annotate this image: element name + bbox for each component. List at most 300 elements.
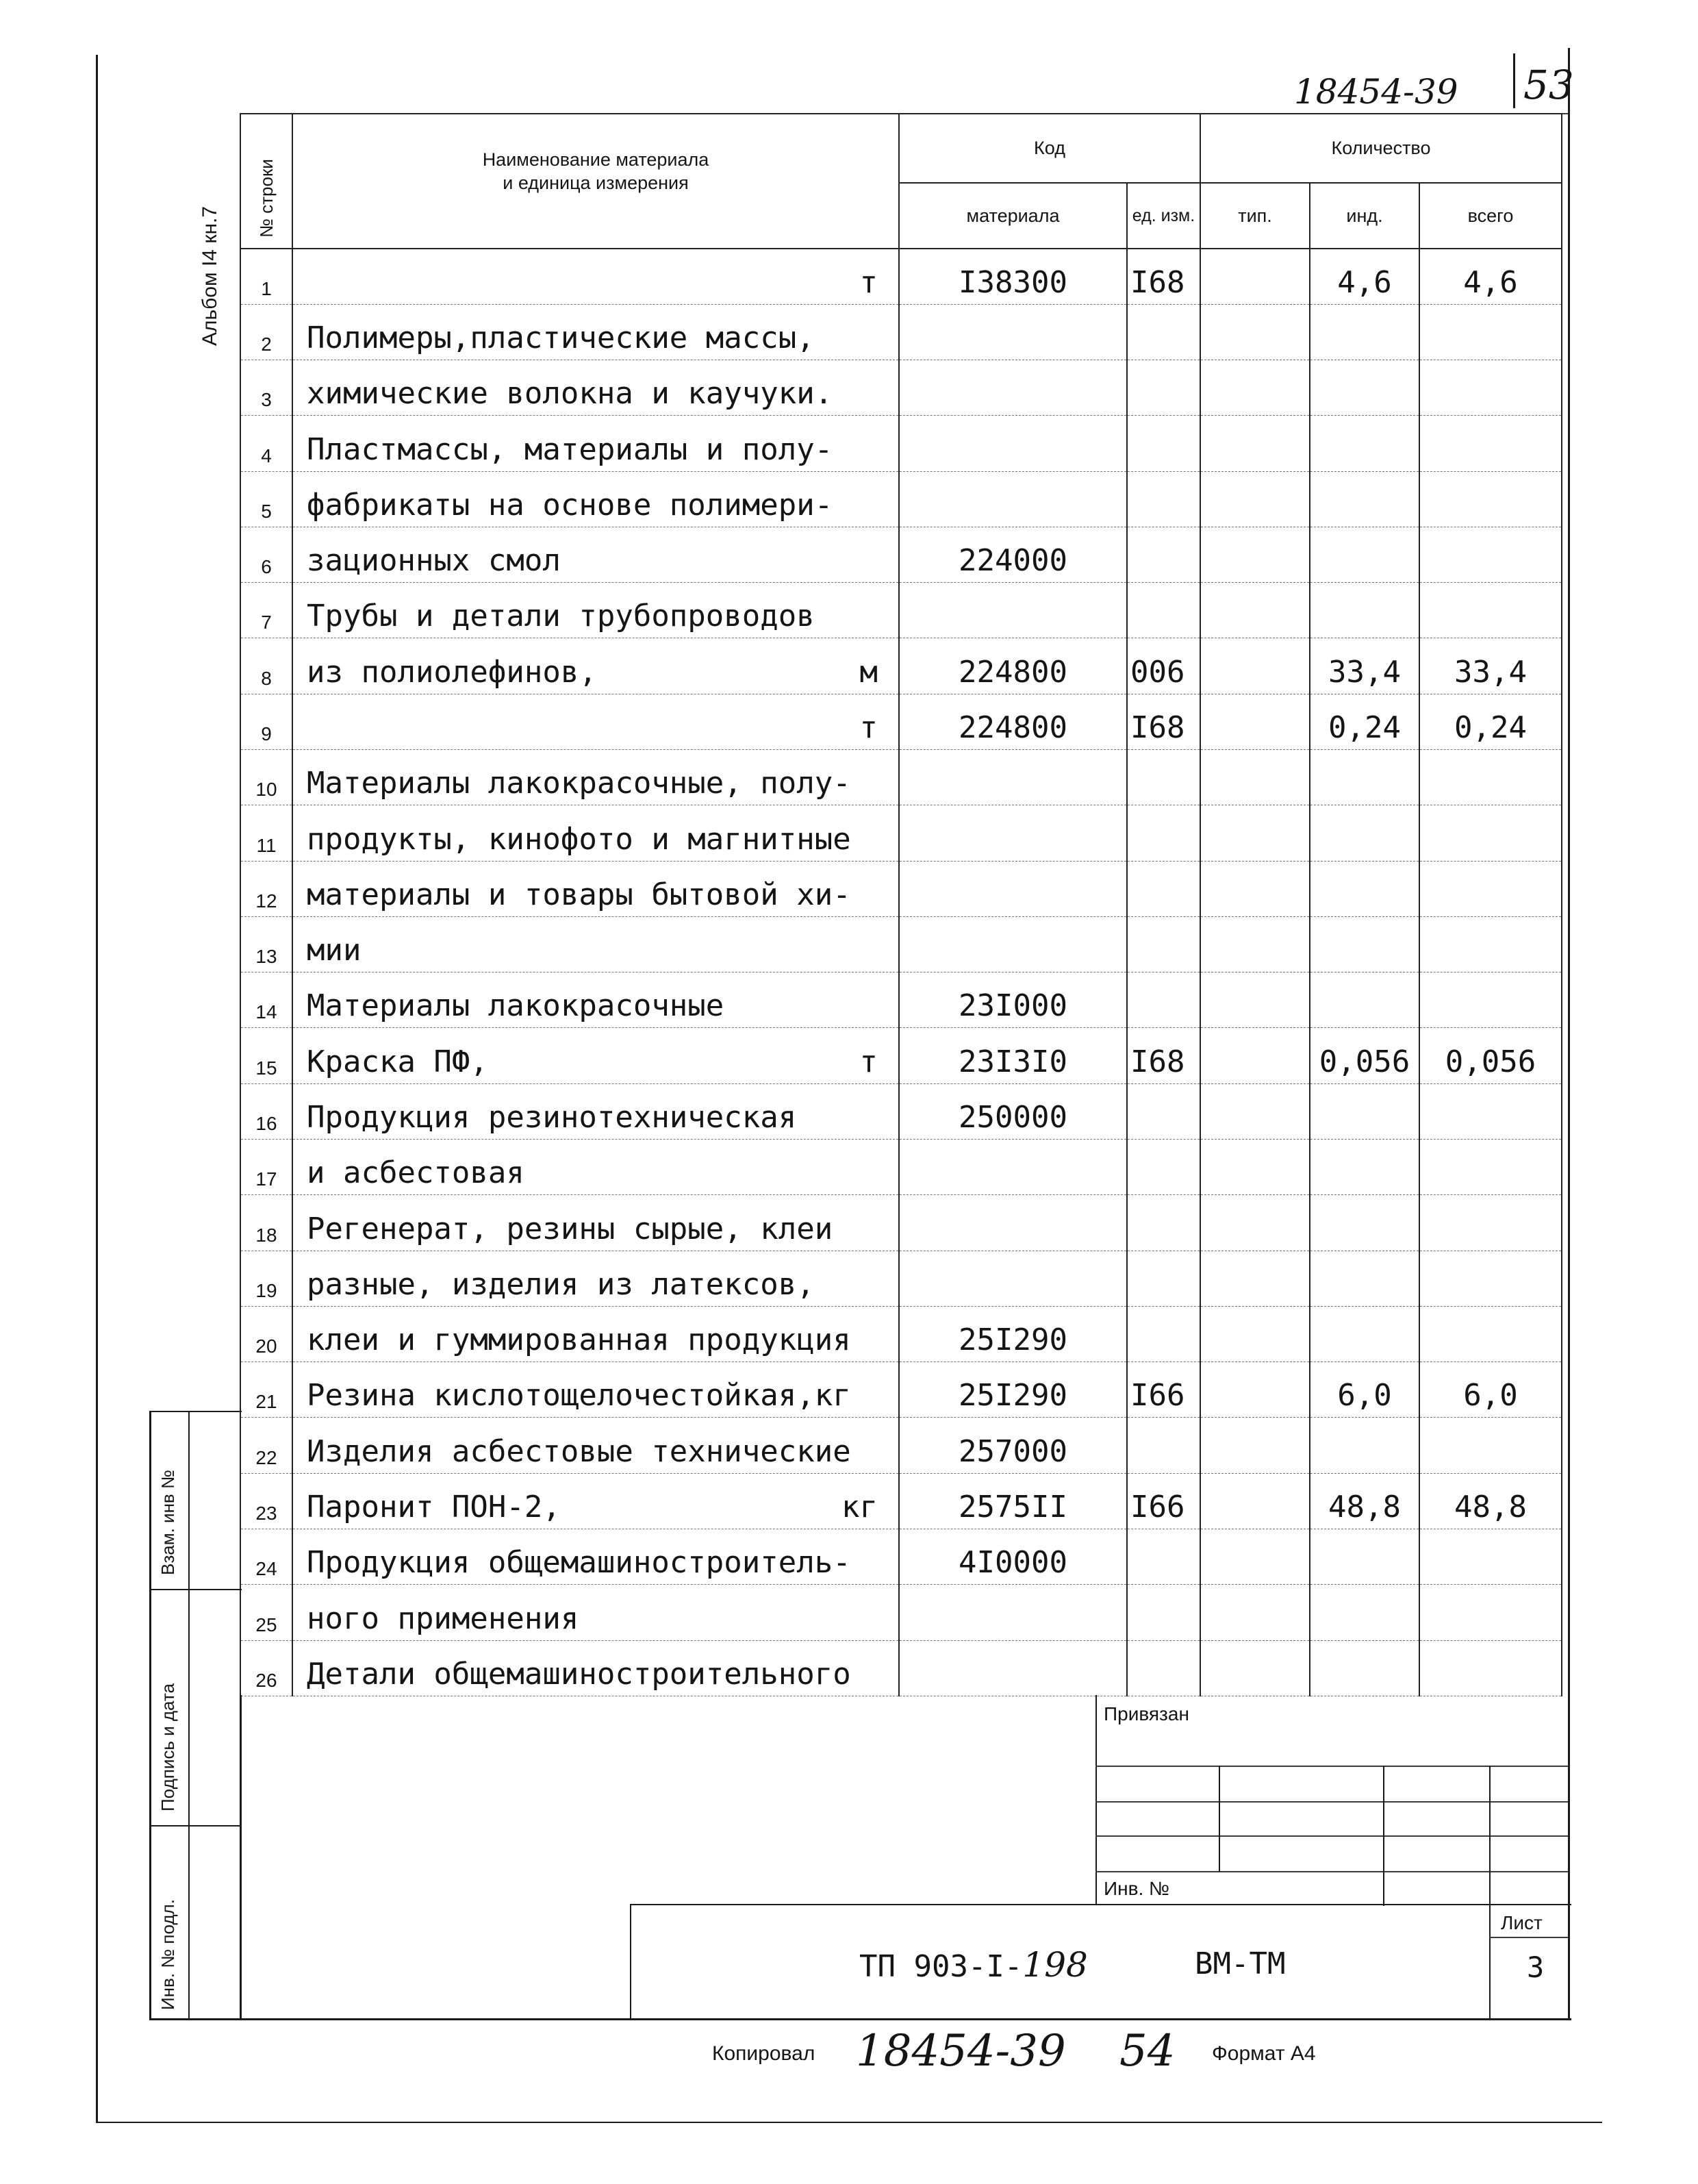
row-number: 21	[255, 1391, 277, 1413]
row-material-code	[900, 355, 1126, 360]
table-row	[240, 1140, 1562, 1195]
row-qty-typ	[1201, 1469, 1309, 1473]
row-unit-code-cell	[1127, 416, 1200, 471]
row-number-cell	[240, 304, 292, 360]
row-number: 9	[261, 723, 272, 745]
row-qty-typ	[1201, 355, 1309, 360]
row-qty-ind-cell	[1310, 1140, 1419, 1195]
row-unit-code	[1130, 411, 1200, 415]
table-row	[240, 527, 1562, 582]
row-qty-total: 0,056	[1445, 1044, 1536, 1079]
row-name-cell	[292, 360, 899, 416]
row-name: химические волокна и каучуки.	[307, 376, 833, 412]
row-qty-ind-cell	[1310, 1585, 1419, 1640]
row-number-cell	[240, 1251, 292, 1306]
row-qty-total-cell	[1419, 1473, 1562, 1529]
privyazan-line-3	[1095, 1835, 1568, 1837]
row-qty-total-cell	[1419, 527, 1562, 582]
row-unit-code	[1130, 801, 1200, 805]
row-qty-total-cell	[1419, 972, 1562, 1028]
row-unit-code	[1130, 1636, 1200, 1640]
row-qty-typ	[1201, 1135, 1309, 1139]
row-qty-total: 48,8	[1454, 1489, 1527, 1524]
row-number-cell	[240, 638, 292, 694]
frame-top-short-line	[1513, 53, 1515, 108]
row-unit-code-cell	[1127, 861, 1200, 916]
row-qty-typ-cell	[1200, 694, 1310, 749]
frame-right-line	[1568, 48, 1570, 2020]
table-row	[240, 916, 1562, 972]
header-row-no	[240, 114, 292, 249]
row-qty-typ-cell	[1200, 1028, 1310, 1083]
row-name-cell	[292, 1362, 899, 1418]
row-number-cell	[240, 360, 292, 416]
stamp-left-frame	[240, 1695, 242, 2020]
row-name: Краска ПФ,	[307, 1044, 488, 1079]
header-unit	[1127, 183, 1200, 249]
row-name-cell	[292, 1306, 899, 1361]
row-qty-ind-cell	[1310, 1529, 1419, 1584]
table-row	[240, 1362, 1562, 1418]
row-qty-ind	[1310, 857, 1419, 861]
row-qty-ind: 0,056	[1319, 1044, 1410, 1079]
row-qty-typ	[1201, 1636, 1309, 1640]
row-qty-total	[1420, 467, 1561, 471]
row-unit-code	[1130, 1023, 1200, 1027]
row-number: 2	[261, 334, 272, 355]
row-qty-ind: 6,0	[1337, 1378, 1392, 1414]
stamp-bottom-frame	[240, 2018, 1571, 2020]
row-qty-total-cell	[1419, 1140, 1562, 1195]
table-row	[240, 1418, 1562, 1473]
row-qty-typ-cell	[1200, 1140, 1310, 1195]
row-unit-code-cell	[1127, 471, 1200, 527]
header-name	[292, 114, 899, 249]
row-unit-code-cell	[1127, 1083, 1200, 1139]
row-qty-ind-cell	[1310, 861, 1419, 916]
row-unit-code	[1130, 968, 1200, 972]
row-qty-total	[1420, 1357, 1561, 1361]
row-unit-code	[1130, 1302, 1200, 1306]
privyazan-vline-2	[1383, 1766, 1384, 1906]
row-number-cell	[240, 471, 292, 527]
row-material-code	[900, 968, 1126, 972]
row-number: 17	[255, 1168, 277, 1190]
row-unit-code	[1130, 857, 1200, 861]
row-unit-code: I66	[1130, 1489, 1185, 1524]
row-unit-code: I68	[1130, 1044, 1185, 1079]
row-name-cell	[292, 1195, 899, 1251]
row-qty-typ	[1201, 1357, 1309, 1361]
row-qty-typ-cell	[1200, 861, 1310, 916]
row-qty-typ	[1201, 857, 1309, 861]
row-number: 19	[255, 1279, 277, 1301]
row-qty-ind: 4,6	[1337, 264, 1392, 300]
copied-hand: 18454-39	[856, 2026, 1066, 2076]
header-quantity: Количество	[1200, 114, 1562, 183]
row-unit-code-cell	[1127, 1251, 1200, 1306]
row-name-cell	[292, 1529, 899, 1584]
row-number: 20	[255, 1335, 277, 1357]
row-unit-code	[1130, 355, 1200, 360]
row-qty-ind	[1310, 633, 1419, 638]
row-number-cell	[240, 694, 292, 749]
row-number-cell	[240, 1306, 292, 1361]
row-number-cell	[240, 416, 292, 471]
row-qty-total	[1420, 523, 1561, 527]
privyazan-label: Привязан	[1104, 1703, 1189, 1724]
row-number-cell	[240, 1640, 292, 1696]
row-name: ного применения	[307, 1601, 579, 1636]
row-qty-total-cell	[1419, 1195, 1562, 1251]
row-qty-ind	[1310, 912, 1419, 916]
row-material-code-cell	[899, 304, 1127, 360]
row-name-cell	[292, 1028, 899, 1083]
row-qty-typ	[1201, 467, 1309, 471]
row-unit-code	[1130, 1135, 1200, 1139]
row-unit-code	[1130, 633, 1200, 638]
row-qty-total-cell	[1419, 1529, 1562, 1584]
row-number-cell	[240, 1473, 292, 1529]
row-qty-typ-cell	[1200, 471, 1310, 527]
row-qty-ind	[1310, 355, 1419, 360]
row-qty-typ	[1201, 690, 1309, 694]
row-unit-code-cell	[1127, 527, 1200, 582]
row-qty-total-cell	[1419, 1418, 1562, 1473]
row-unit-code-cell	[1127, 1529, 1200, 1584]
row-material-code: 257000	[959, 1433, 1067, 1469]
row-unit-code-cell	[1127, 583, 1200, 638]
row-qty-typ	[1201, 578, 1309, 582]
row-qty-typ-cell	[1200, 583, 1310, 638]
row-name	[307, 300, 898, 304]
privyazan-left-line	[1095, 1695, 1097, 1904]
row-qty-ind-cell	[1310, 360, 1419, 416]
row-unit-label: кг	[841, 1489, 878, 1524]
row-qty-ind-cell	[1310, 916, 1419, 972]
row-number: 8	[261, 667, 272, 689]
row-name: Материалы лакокрасочные, полу-	[307, 766, 851, 801]
row-material-code	[900, 1190, 1126, 1194]
row-qty-typ-cell	[1200, 1362, 1310, 1418]
sheet-label-line	[1489, 1937, 1568, 1938]
row-material-code: 224800	[959, 710, 1067, 746]
row-unit-code-cell	[1127, 1306, 1200, 1361]
row-name-cell	[292, 1083, 899, 1139]
row-qty-ind	[1310, 523, 1419, 527]
table-row	[240, 1251, 1562, 1306]
row-qty-ind-cell	[1310, 527, 1419, 582]
row-qty-typ-cell	[1200, 1306, 1310, 1361]
row-unit-label: т	[859, 264, 878, 300]
row-qty-typ	[1201, 1079, 1309, 1083]
section-code: ВМ-ТМ	[1195, 1946, 1286, 1981]
row-qty-ind-cell	[1310, 1083, 1419, 1139]
row-unit-code-cell	[1127, 916, 1200, 972]
row-number: 23	[255, 1502, 277, 1524]
row-name: клеи и гуммированная продукция	[307, 1322, 851, 1358]
row-qty-total	[1420, 578, 1561, 582]
side-col-div-1	[149, 1589, 242, 1590]
side-col-div-2	[149, 1825, 242, 1827]
row-unit-code: I68	[1130, 710, 1185, 746]
row-qty-total	[1420, 411, 1561, 415]
row-qty-typ-cell	[1200, 1418, 1310, 1473]
table-row	[240, 249, 1562, 304]
materials-table	[240, 113, 1562, 1696]
row-qty-typ	[1201, 1190, 1309, 1194]
row-unit-code-cell	[1127, 360, 1200, 416]
row-qty-ind	[1310, 578, 1419, 582]
row-number: 12	[255, 890, 277, 912]
row-qty-total	[1420, 633, 1561, 638]
header-unit-text: ед. изм.	[1132, 206, 1195, 225]
row-qty-ind-cell	[1310, 1195, 1419, 1251]
row-name-cell	[292, 1251, 899, 1306]
row-unit-code	[1130, 1692, 1200, 1696]
row-unit-label: т	[859, 710, 878, 746]
row-qty-total-cell	[1419, 1028, 1562, 1083]
row-name: материалы и товары бытовой хи-	[307, 877, 851, 912]
row-qty-total-cell	[1419, 471, 1562, 527]
row-qty-ind	[1310, 1692, 1419, 1696]
title-block-left	[630, 1904, 631, 2020]
row-name: разные, изделия из латексов,	[307, 1266, 815, 1302]
row-name-cell	[292, 1585, 899, 1640]
row-name-cell	[292, 694, 899, 749]
row-qty-typ	[1201, 1413, 1309, 1417]
row-qty-ind-cell	[1310, 304, 1419, 360]
row-number: 1	[261, 277, 272, 299]
inv-no-label: Инв. №	[1104, 1878, 1170, 1899]
row-qty-ind-cell	[1310, 416, 1419, 471]
row-material-code	[900, 801, 1126, 805]
row-qty-total-cell	[1419, 1362, 1562, 1418]
row-number-cell	[240, 1195, 292, 1251]
row-number: 16	[255, 1113, 277, 1134]
row-material-code-cell	[899, 1140, 1127, 1195]
title-block-sheet-divider	[1489, 1904, 1491, 2020]
row-qty-typ	[1201, 1692, 1309, 1696]
row-unit-code-cell	[1127, 1640, 1200, 1696]
row-qty-total-cell	[1419, 805, 1562, 861]
row-name: Полимеры,пластические массы,	[307, 321, 815, 356]
row-name-cell	[292, 304, 899, 360]
table-row	[240, 1028, 1562, 1083]
row-number: 4	[261, 444, 272, 466]
row-material-code-cell	[899, 1640, 1127, 1696]
row-qty-typ-cell	[1200, 1195, 1310, 1251]
row-unit-code-cell	[1127, 1418, 1200, 1473]
row-name-cell	[292, 805, 899, 861]
row-name: и асбестовая	[307, 1155, 524, 1191]
row-qty-typ-cell	[1200, 750, 1310, 805]
row-number-cell	[240, 750, 292, 805]
row-qty-typ	[1201, 1302, 1309, 1306]
doc-ref-top: 18454-39	[1294, 72, 1458, 112]
row-material-code: I38300	[959, 264, 1067, 300]
row-qty-ind-cell	[1310, 750, 1419, 805]
row-material-code-cell	[899, 1473, 1127, 1529]
row-qty-typ-cell	[1200, 972, 1310, 1028]
row-material-code-cell	[899, 1083, 1127, 1139]
row-material-code: 23I000	[959, 988, 1067, 1024]
row-qty-ind	[1310, 1469, 1419, 1473]
row-qty-total-cell	[1419, 1306, 1562, 1361]
frame-bottom-line	[96, 2122, 1602, 2123]
row-number-cell	[240, 1028, 292, 1083]
header-typ: тип.	[1200, 183, 1310, 249]
row-number: 5	[261, 500, 272, 522]
row-qty-total: 33,4	[1454, 654, 1527, 690]
row-qty-total: 0,24	[1454, 710, 1527, 746]
privyazan-line-4	[1095, 1871, 1568, 1872]
row-name: Детали общемашиностроительного	[307, 1657, 851, 1692]
row-qty-ind	[1310, 1246, 1419, 1251]
row-qty-typ-cell	[1200, 527, 1310, 582]
row-name-cell	[292, 249, 899, 304]
row-material-code	[900, 1302, 1126, 1306]
row-qty-ind	[1310, 1302, 1419, 1306]
row-number: 13	[255, 946, 277, 968]
row-material-code-cell	[899, 471, 1127, 527]
row-material-code: 4I0000	[959, 1545, 1067, 1581]
row-unit-code: I68	[1130, 264, 1185, 300]
format-label: Формат А4	[1212, 2042, 1316, 2065]
row-name-cell	[292, 583, 899, 638]
row-unit-code-cell	[1127, 1140, 1200, 1195]
row-qty-typ	[1201, 968, 1309, 972]
row-number-cell	[240, 805, 292, 861]
table-row	[240, 416, 1562, 471]
privyazan-line-2	[1095, 1801, 1568, 1803]
row-qty-total-cell	[1419, 304, 1562, 360]
row-material-code	[900, 912, 1126, 916]
row-name-cell	[292, 416, 899, 471]
row-qty-ind	[1310, 1636, 1419, 1640]
row-qty-total-cell	[1419, 360, 1562, 416]
row-qty-total	[1420, 1190, 1561, 1194]
table-row	[240, 1640, 1562, 1696]
row-qty-total	[1420, 355, 1561, 360]
row-name-cell	[292, 1418, 899, 1473]
frame-left-line	[96, 55, 98, 2123]
row-name-cell	[292, 972, 899, 1028]
table-row	[240, 360, 1562, 416]
row-unit-code	[1130, 1357, 1200, 1361]
row-material-code: 23I3I0	[959, 1044, 1067, 1079]
row-qty-ind-cell	[1310, 638, 1419, 694]
row-qty-ind-cell	[1310, 972, 1419, 1028]
row-qty-ind	[1310, 467, 1419, 471]
table-row	[240, 1585, 1562, 1640]
side-col-bottom	[149, 2018, 242, 2020]
row-qty-typ-cell	[1200, 805, 1310, 861]
row-material-code-cell	[899, 1195, 1127, 1251]
row-material-code-cell	[899, 972, 1127, 1028]
row-material-code-cell	[899, 1028, 1127, 1083]
row-number-cell	[240, 1362, 292, 1418]
row-material-code-cell	[899, 1251, 1127, 1306]
row-unit-code-cell	[1127, 304, 1200, 360]
privyazan-line-1	[1095, 1766, 1568, 1767]
row-qty-total-cell	[1419, 1083, 1562, 1139]
row-qty-typ	[1201, 1524, 1309, 1529]
row-material-code-cell	[899, 861, 1127, 916]
row-name-cell	[292, 527, 899, 582]
row-name: мии	[307, 933, 362, 968]
row-number-cell	[240, 1140, 292, 1195]
row-name-cell	[292, 1140, 899, 1195]
row-qty-typ-cell	[1200, 416, 1310, 471]
row-qty-total	[1420, 857, 1561, 861]
row-qty-ind	[1310, 1580, 1419, 1584]
row-qty-typ	[1201, 801, 1309, 805]
row-material-code-cell	[899, 1418, 1127, 1473]
row-qty-total-cell	[1419, 1640, 1562, 1696]
header-total: всего	[1419, 183, 1562, 249]
row-qty-total	[1420, 1469, 1561, 1473]
row-qty-ind-cell	[1310, 249, 1419, 304]
row-unit-code	[1130, 1580, 1200, 1584]
row-number-cell	[240, 1083, 292, 1139]
row-unit-code-cell	[1127, 805, 1200, 861]
row-qty-typ	[1201, 1580, 1309, 1584]
row-material-code-cell	[899, 527, 1127, 582]
row-qty-ind-cell	[1310, 1473, 1419, 1529]
row-qty-total	[1420, 968, 1561, 972]
row-qty-typ	[1201, 1023, 1309, 1027]
privyazan-vline-1	[1219, 1766, 1220, 1872]
side-col-left	[149, 1411, 151, 2020]
row-number: 25	[255, 1614, 277, 1635]
row-number: 14	[255, 1001, 277, 1023]
row-number: 3	[261, 389, 272, 411]
row-qty-ind-cell	[1310, 583, 1419, 638]
row-name: Резина кислотощелочестойкая,кг	[307, 1378, 851, 1414]
row-name: зационных смол	[307, 543, 561, 579]
row-qty-total	[1420, 1636, 1561, 1640]
header-material: материала	[899, 183, 1127, 249]
row-qty-total	[1420, 801, 1561, 805]
row-unit-code-cell	[1127, 1195, 1200, 1251]
row-unit-label: м	[859, 654, 878, 690]
row-unit-code: 006	[1130, 654, 1185, 690]
row-qty-typ	[1201, 1246, 1309, 1251]
row-number-cell	[240, 583, 292, 638]
row-material-code-cell	[899, 360, 1127, 416]
table-row	[240, 1306, 1562, 1361]
row-qty-ind-cell	[1310, 471, 1419, 527]
row-unit-code-cell	[1127, 750, 1200, 805]
header-ind: инд.	[1310, 183, 1419, 249]
row-qty-total-cell	[1419, 1251, 1562, 1306]
row-number-cell	[240, 249, 292, 304]
row-name: из полиолефинов,	[307, 654, 597, 690]
row-material-code-cell	[899, 805, 1127, 861]
row-material-code-cell	[899, 583, 1127, 638]
album-label-text: Альбом I4 кн.7	[199, 205, 221, 346]
row-number-cell	[240, 527, 292, 582]
row-qty-typ	[1201, 523, 1309, 527]
row-qty-ind	[1310, 1357, 1419, 1361]
row-number: 11	[256, 834, 277, 856]
sheet-number-top: 53	[1523, 62, 1574, 108]
row-qty-total	[1420, 1692, 1561, 1696]
copied-label: Копировал	[712, 2042, 815, 2065]
table-row	[240, 638, 1562, 694]
row-qty-ind-cell	[1310, 1362, 1419, 1418]
